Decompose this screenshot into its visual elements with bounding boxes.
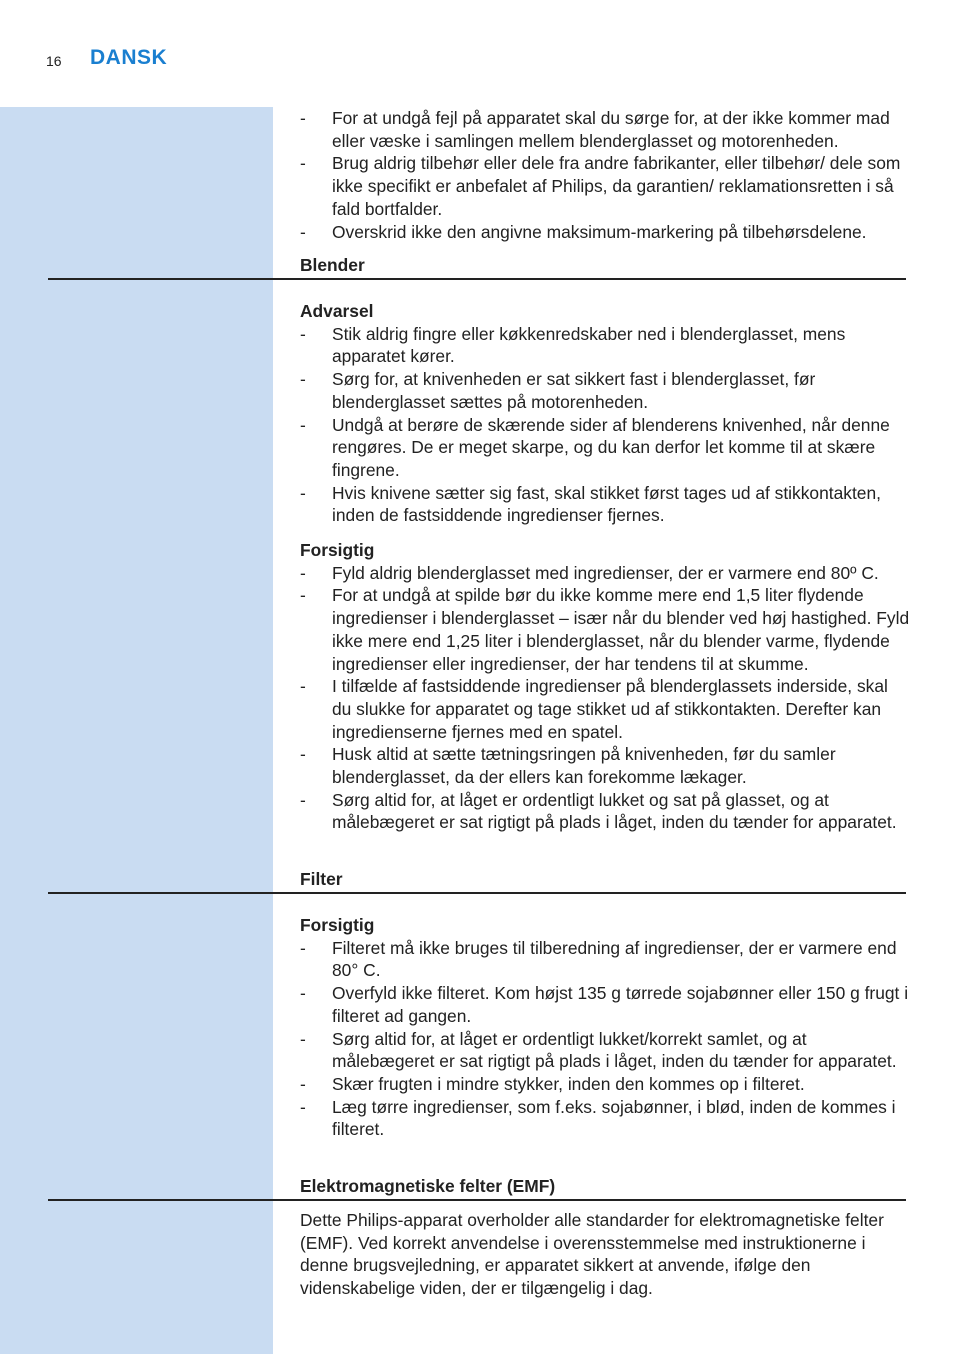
list-item-text: I tilfælde af fastsiddende ingredienser på blenderglassets inderside, skal du slukke for apparatet og tage stikket ud af stikkontakten. Derefter kan ingredienserne fjernes med en spatel. <box>332 676 888 742</box>
list-item <box>300 482 910 527</box>
bullet-dash: - <box>300 153 306 174</box>
list-item-text: Brug aldrig tilbehør eller dele fra andre fabrikanter, eller tilbehør/ dele som ikke specifikt er anbefalet af Philips, da garantien/ reklamationsretten i så fald bortfalder. <box>332 153 901 219</box>
bullet-dash: - <box>300 744 306 765</box>
bullet-dash: - <box>300 482 306 503</box>
list-item-text: Læg tørre ingredienser, som f.eks. sojabønner, i blød, inden de kommes i filteret. <box>332 1096 896 1140</box>
list-item-text: Filteret må ikke bruges til tilberedning af ingredienser, der er varmere end 80° C. <box>332 937 897 981</box>
bullet-dash: - <box>300 221 306 242</box>
list-item-text: Sørg altid for, at låget er ordentligt lukket og sat på glasset, og at målebægeret er sat rigtigt på plads i låget, inden du tænder for apparatet. <box>332 789 897 833</box>
bullet-dash: - <box>300 1096 306 1117</box>
intro-list <box>300 107 910 243</box>
list-item <box>300 743 910 788</box>
list-item-text: Sørg altid for, at låget er ordentligt lukket/korrekt samlet, og at målebægeret er sat rigtigt på plads i låget, inden du tænder for apparatet. <box>332 1028 897 1072</box>
section-heading: Elektromagnetiske felter (EMF) <box>300 1176 556 1196</box>
bullet-dash: - <box>300 108 306 128</box>
list-item-text: Overfyld ikke filteret. Kom højst 135 g tørrede sojabønner eller 150 g frugt i filteret ad gangen. <box>332 983 909 1026</box>
section-heading: Filter <box>300 869 343 889</box>
bullet-dash: - <box>300 414 306 435</box>
bullet-dash: - <box>300 562 306 583</box>
bullet-dash: - <box>300 789 306 810</box>
blender-caution-section <box>300 539 910 834</box>
list-item-text: Undgå at berøre de skærende sider af blenderens knivenhed, når denne rengøres. De er meget skarpe, og du kan derfor let komme til at skære fingrene. <box>332 414 890 480</box>
list-item <box>300 562 910 585</box>
intro-section <box>300 107 910 243</box>
bullet-dash: - <box>300 585 306 606</box>
list-item-text: Stik aldrig fingre eller køkkenredskaber ned i blenderglasset, mens apparatet kører. <box>332 323 846 367</box>
section-title-blender <box>300 254 910 277</box>
bullet-dash: - <box>300 323 306 344</box>
page-number: 16 <box>46 53 62 69</box>
warning-heading: Advarsel <box>300 301 374 321</box>
list-item-text: Sørg for, at knivenheden er sat sikkert fast i blenderglasset, før blenderglasset sættes på motorenheden. <box>332 369 816 412</box>
bullet-dash: - <box>300 1028 306 1049</box>
caution-list <box>300 937 910 1141</box>
section-divider <box>48 892 906 894</box>
list-item-text: For at undgå fejl på apparatet skal du sørge for, at der ikke kommer mad eller væske i samlingen mellem blenderglasset og motorenheden. <box>332 108 890 151</box>
list-item <box>300 221 910 244</box>
warning-list <box>300 323 910 527</box>
section-heading: Blender <box>300 255 365 275</box>
section-title-emf <box>300 1175 910 1198</box>
bullet-dash: - <box>300 1073 306 1094</box>
list-item <box>300 107 910 152</box>
section-divider <box>48 1199 906 1201</box>
list-item <box>300 414 910 482</box>
bullet-dash: - <box>300 983 306 1004</box>
list-item <box>300 584 910 675</box>
bullet-dash: - <box>300 676 306 697</box>
bullet-dash: - <box>300 937 306 958</box>
list-item <box>300 152 910 220</box>
section-divider <box>48 278 906 280</box>
list-item-text: For at undgå at spilde bør du ikke komme mere end 1,5 liter flydende ingredienser i blenderglasset – især når du blender ved høj hastighed. Fyld ikke mere end 1,25 liter i blenderglasset, når du blender varme, flydende ingredienser eller ingredienser, der har tendens til at skumme. <box>332 585 910 674</box>
caution-list <box>300 562 910 834</box>
caution-heading: Forsigtig <box>300 540 375 560</box>
emf-paragraph: Dette Philips-apparat overholder alle standarder for elektromagnetiske felter (EMF). Ved korrekt anvendelse i overensstemmelse med instruktionerne i denne brugsvejledning, er apparatet sikkert at anvende, ifølge den videnskabelige viden, der er tilgængelig i dag. <box>300 1210 884 1299</box>
sidebar-band <box>0 107 273 1354</box>
list-item-text: Fyld aldrig blenderglasset med ingredienser, der er varmere end 80º C. <box>332 562 879 583</box>
list-item-text: Overskrid ikke den angivne maksimum-markering på tilbehørsdelene. <box>332 221 867 242</box>
list-item-text: Hvis knivene sætter sig fast, skal stikket først tages ud af stikkontakten, inden de fastsiddende ingredienser fjernes. <box>332 482 881 526</box>
list-item <box>300 937 910 982</box>
emf-section <box>300 1209 910 1300</box>
bullet-dash: - <box>300 369 306 390</box>
section-title-filter <box>300 868 910 891</box>
language-title: DANSK <box>90 46 168 69</box>
list-item <box>300 1028 910 1073</box>
list-item <box>300 1073 910 1096</box>
filter-caution-section <box>300 914 910 1141</box>
list-item <box>300 368 910 413</box>
list-item <box>300 675 910 743</box>
list-item <box>300 789 910 834</box>
list-item-text: Husk altid at sætte tætningsringen på knivenheden, før du samler blenderglasset, da der ellers kan forekomme lækager. <box>332 744 836 788</box>
list-item <box>300 1096 910 1141</box>
list-item <box>300 323 910 368</box>
list-item-text: Skær frugten i mindre stykker, inden den kommes op i filteret. <box>332 1073 805 1094</box>
caution-heading: Forsigtig <box>300 915 375 935</box>
list-item <box>300 982 910 1027</box>
blender-warning-section <box>300 300 910 527</box>
